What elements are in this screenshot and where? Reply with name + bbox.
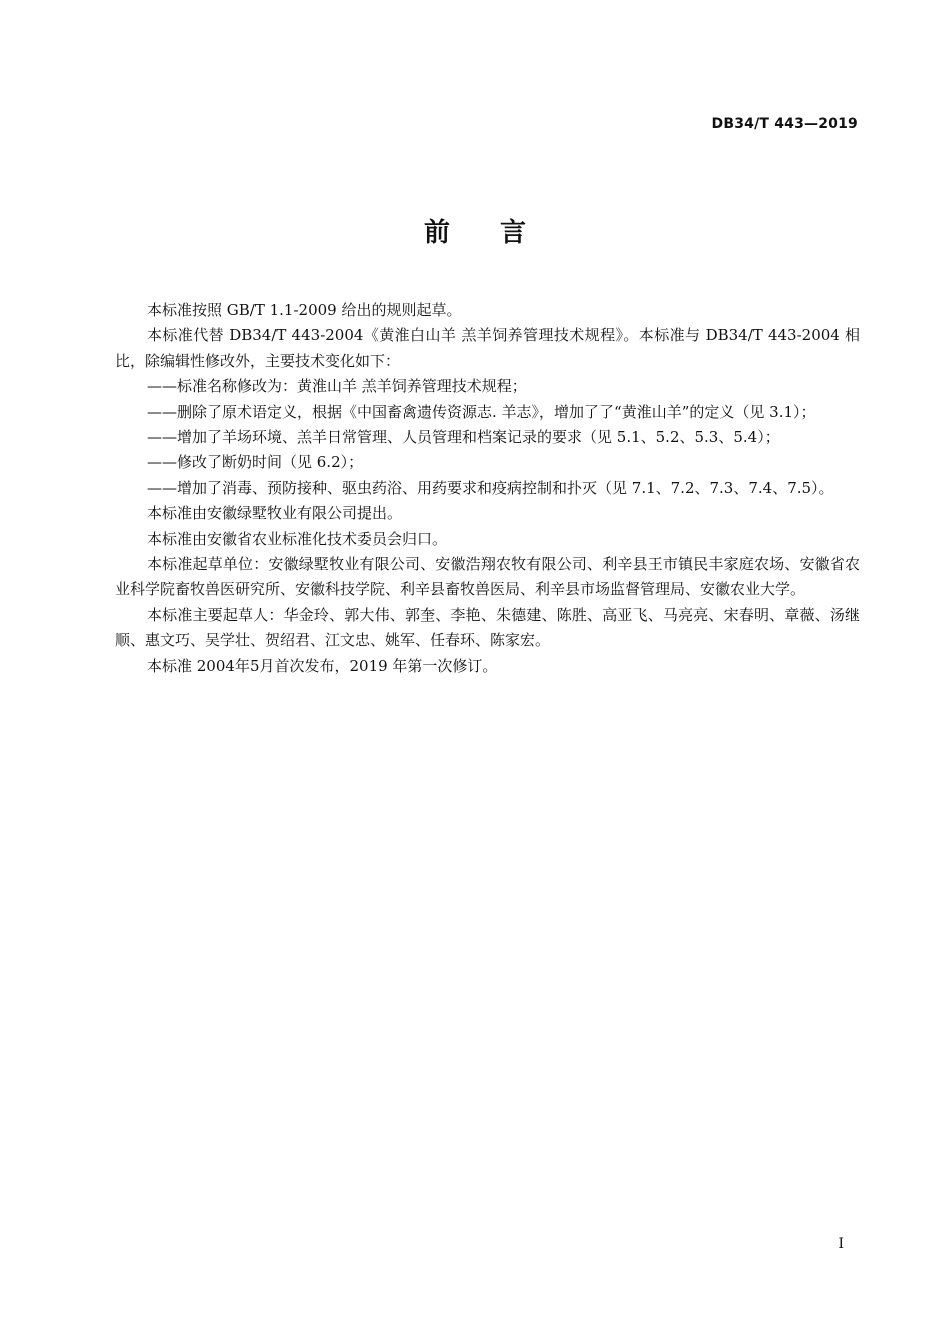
- paragraph-history: 本标准 2004年5月首次发布，2019 年第一次修订。: [147, 656, 498, 675]
- change-item: ——增加了消毒、预防接种、驱虫药浴、用药要求和疫病控制和扑灭（见 7.1、7.2、7.3、7.4、7.5）。: [147, 478, 834, 497]
- page-title: 前言: [423, 218, 576, 248]
- paragraph-proposer: 本标准由安徽绿墅牧业有限公司提出。: [147, 504, 403, 523]
- paragraph-drafting-units: 本标准起草单位：安徽绿墅牧业有限公司、安徽浩翔农牧有限公司、利辛县王市镇民丰家庭农场、安徽省农业科学院畜牧兽医研究所、安徽科技学院、利辛县畜牧兽医局、利辛县市场监督管理局、安徽农业大学。: [115, 555, 860, 599]
- change-item: ——标准名称修改为：黄淮山羊 羔羊饲养管理技术规程；: [147, 377, 527, 396]
- change-item: ——增加了羊场环境、羔羊日常管理、人员管理和档案记录的要求（见 5.1、5.2、5.3、5.4）；: [147, 428, 780, 447]
- paragraph-drafters: 本标准主要起草人：华金玲、郭大伟、郭奎、李艳、朱德建、陈胜、高亚飞、马亮亮、宋春明、章薇、汤继顺、惠文巧、吴学壮、贺绍君、江文忠、姚军、任春环、陈家宏。: [115, 605, 860, 650]
- paragraph-drafting-rules: 本标准按照 GB/T 1.1-2009 给出的规则起草。: [147, 301, 462, 319]
- change-item: ——修改了断奶时间（见 6.2）；: [147, 453, 364, 472]
- page-number: I: [838, 1236, 844, 1252]
- paragraph-committee: 本标准由安徽省农业标准化技术委员会归口。: [147, 529, 448, 548]
- document-code: DB34/T 443—2019: [711, 116, 858, 132]
- paragraph-replacement: 本标准代替 DB34/T 443-2004《黄淮白山羊 羔羊饲养管理技术规程》。本标准与 DB34/T 443-2004 相比，除编辑性修改外，主要技术变化如下：: [115, 326, 860, 370]
- change-item: ——删除了原术语定义，根据《中国畜禽遗传资源志. 羊志》，增加了了“黄淮山羊”的定义（见 3.1）；: [147, 402, 816, 421]
- foreword-body: [115, 298, 860, 679]
